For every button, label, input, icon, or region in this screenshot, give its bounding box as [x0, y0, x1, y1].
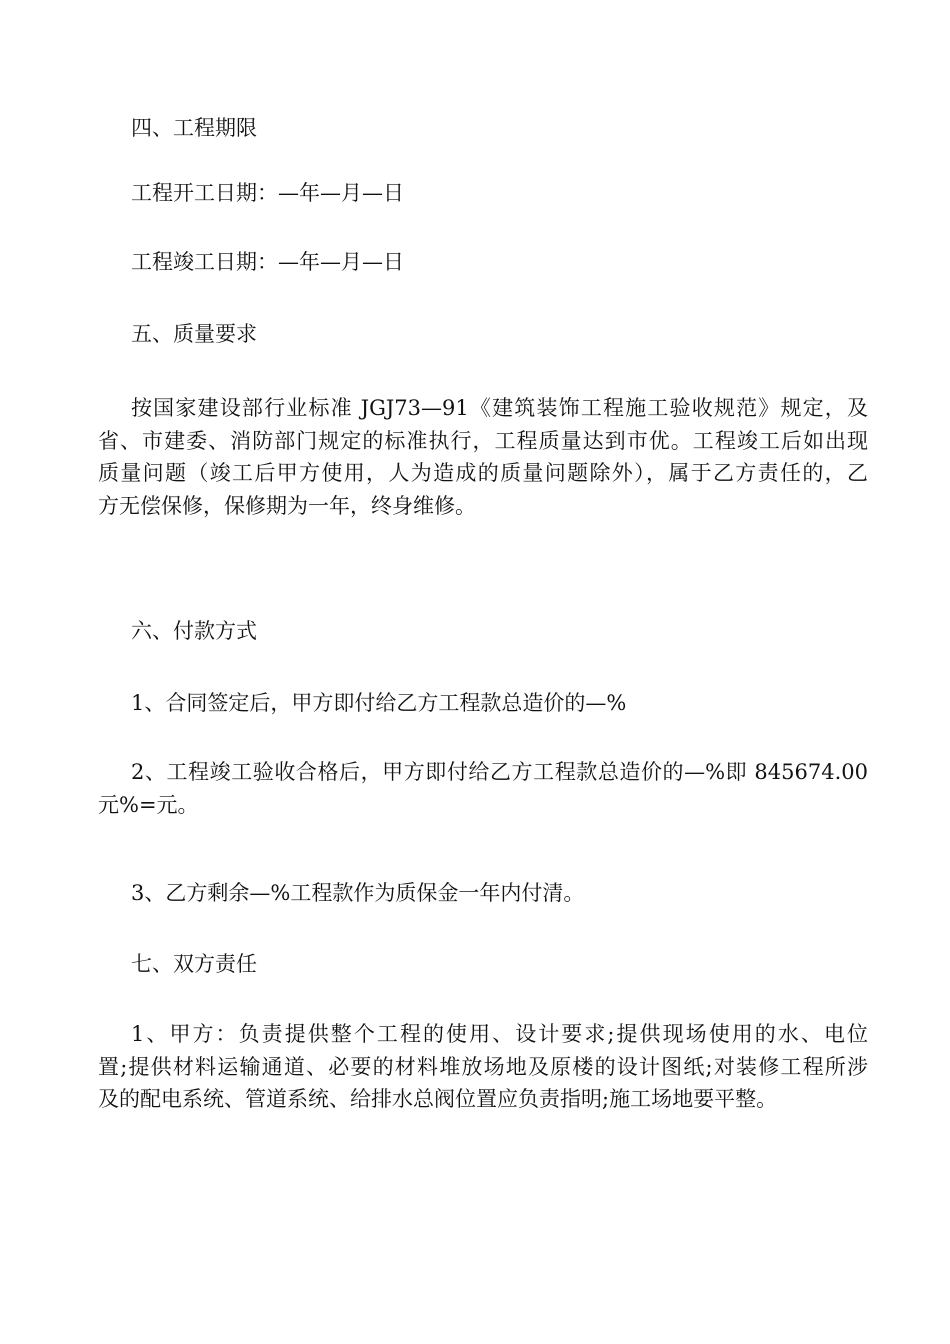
paragraph-line: 1、甲方：负责提供整个工程的使用、设计要求;提供现场使用的水、电位 — [131, 1022, 868, 1046]
payment-item-1: 1、合同签定后，甲方即付给乙方工程款总造价的—% — [131, 691, 627, 715]
section-5-heading: 五、质量要求 — [131, 322, 257, 346]
start-date-line: 工程开工日期：—年—月—日 — [131, 181, 404, 205]
paragraph-line: 方无偿保修，保修期为一年，终身维修。 — [98, 493, 476, 518]
end-date-line: 工程竣工日期：—年—月—日 — [131, 250, 404, 274]
responsibility-item-1 — [98, 1018, 868, 1116]
paragraph-line: 按国家建设部行业标准 JGJ73—91《建筑装饰工程施工验收规范》规定，及 — [131, 396, 868, 420]
section-6-heading: 六、付款方式 — [131, 619, 257, 643]
section-4-heading: 四、工程期限 — [131, 116, 257, 140]
paragraph-line: 质量问题（竣工后甲方使用，人为造成的质量问题除外），属于乙方责任的，乙 — [98, 461, 868, 485]
payment-item-2 — [98, 756, 868, 821]
payment-item-3: 3、乙方剩余—%工程款作为质保金一年内付清。 — [131, 881, 585, 905]
section-7-heading: 七、双方责任 — [131, 952, 257, 976]
paragraph-line: 省、市建委、消防部门规定的标准执行，工程质量达到市优。工程竣工后如出现 — [98, 428, 868, 453]
paragraph-line: 及的配电系统、管道系统、给排水总阀位置应负责指明;施工场地要平整。 — [98, 1087, 778, 1111]
paragraph-line: 2、工程竣工验收合格后，甲方即付给乙方工程款总造价的—%即 845674.00 — [131, 760, 868, 784]
paragraph-line: 置;提供材料运输通道、必要的材料堆放场地及原楼的设计图纸;对装修工程所涉 — [98, 1054, 868, 1079]
quality-requirements-paragraph — [98, 392, 868, 522]
paragraph-line: 元%=元。 — [98, 792, 199, 817]
